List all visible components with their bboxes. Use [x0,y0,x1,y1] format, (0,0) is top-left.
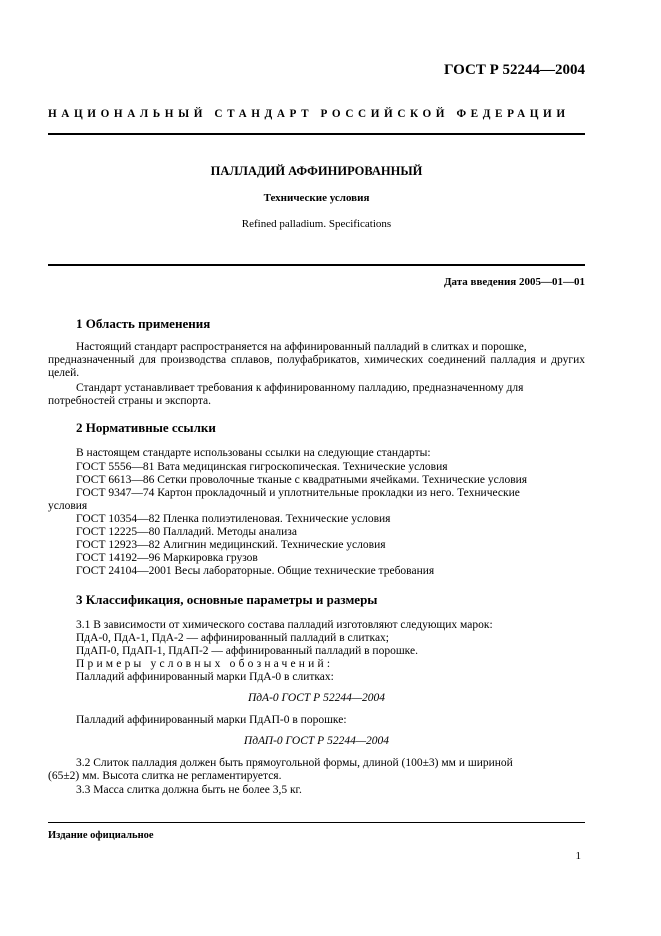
example2-text: Палладий аффинированный марки ПдАП-0 в порошке: [76,714,347,726]
reference-item: ГОСТ 12225—80 Палладий. Методы анализа [76,526,297,538]
official-edition-label: Издание официальное [48,830,154,841]
reference-item: ГОСТ 9347—74 Картон прокладочный и уплотнительные прокладки из него. Технические [76,487,520,499]
reference-item: ГОСТ 14192—96 Маркировка грузов [76,552,258,564]
section1-para1-line1: Настоящий стандарт распространяется на аффинированный палладий в слитках и порошке, [76,341,527,353]
section3-para33: 3.3 Масса слитка должна быть не более 3,5 кг. [76,784,302,796]
reference-item-wrap: условия [48,500,88,512]
page-number: 1 [575,850,581,862]
section1-heading: 1 Область применения [76,316,211,331]
section3-para31-line3: ПдАП-0, ПдАП-1, ПдАП-2 — аффинированный палладий в порошке. [76,645,418,657]
header-rule [48,133,585,135]
gost-number: ГОСТ Р 52244—2004 [443,62,585,78]
section1-para1-rest: предназначенный для производства сплавов, полуфабрикатов, химических соединений палладия и других целей. [48,354,585,380]
footer-rule [48,822,585,823]
reference-item: ГОСТ 5556—81 Вата медицинская гигроскопическая. Технические условия [76,461,448,473]
section3-para31-line1: 3.1 В зависимости от химического состава палладий изготовляют следующих марок: [76,619,493,631]
example2-code: ПдАП-0 ГОСТ Р 52244—2004 [243,735,390,747]
title-rule [48,264,585,266]
reference-item: ГОСТ 10354—82 Пленка полиэтиленовая. Технические условия [76,513,391,525]
section3-para32-line1: 3.2 Слиток палладия должен быть прямоугольной формы, длиной (100±3) мм и шириной [76,757,513,769]
example1-text: Палладий аффинированный марки ПдА-0 в слитках: [76,671,334,683]
reference-item: ГОСТ 24104—2001 Весы лабораторные. Общие технические требования [76,565,435,577]
section3-para31-line2: ПдА-0, ПдА-1, ПдА-2 — аффинированный палладий в слитках; [76,632,389,644]
reference-item: ГОСТ 12923—82 Алигнин медицинский. Технические условия [76,539,386,551]
section2-heading: 2 Нормативные ссылки [76,420,216,435]
effective-date: Дата введения 2005—01—01 [443,276,585,288]
section1-para2-line1: Стандарт устанавливает требования к аффинированному палладию, предназначенному для [76,382,524,394]
examples-label: Примеры условных обозначений: [76,658,334,670]
example1-code: ПдА-0 ГОСТ Р 52244—2004 [247,692,386,704]
section1-para2-rest: потребностей страны и экспорта. [48,395,211,407]
national-standard-banner: НАЦИОНАЛЬНЫЙ СТАНДАРТ РОССИЙСКОЙ ФЕДЕРАЦИИ [48,108,570,120]
english-title: Refined palladium. Specifications [241,218,392,230]
section3-heading: 3 Классификация, основные параметры и размеры [76,592,378,607]
section3-para32-rest: (65±2) мм. Высота слитка не регламентируется. [48,770,282,782]
reference-item: ГОСТ 6613—86 Сетки проволочные тканые с квадратными ячейками. Технические условия [76,474,528,486]
document-subtitle: Технические условия [263,192,370,204]
section2-intro: В настоящем стандарте использованы ссылки на следующие стандарты: [76,447,431,459]
document-title: ПАЛЛАДИЙ АФФИНИРОВАННЫЙ [210,164,423,178]
